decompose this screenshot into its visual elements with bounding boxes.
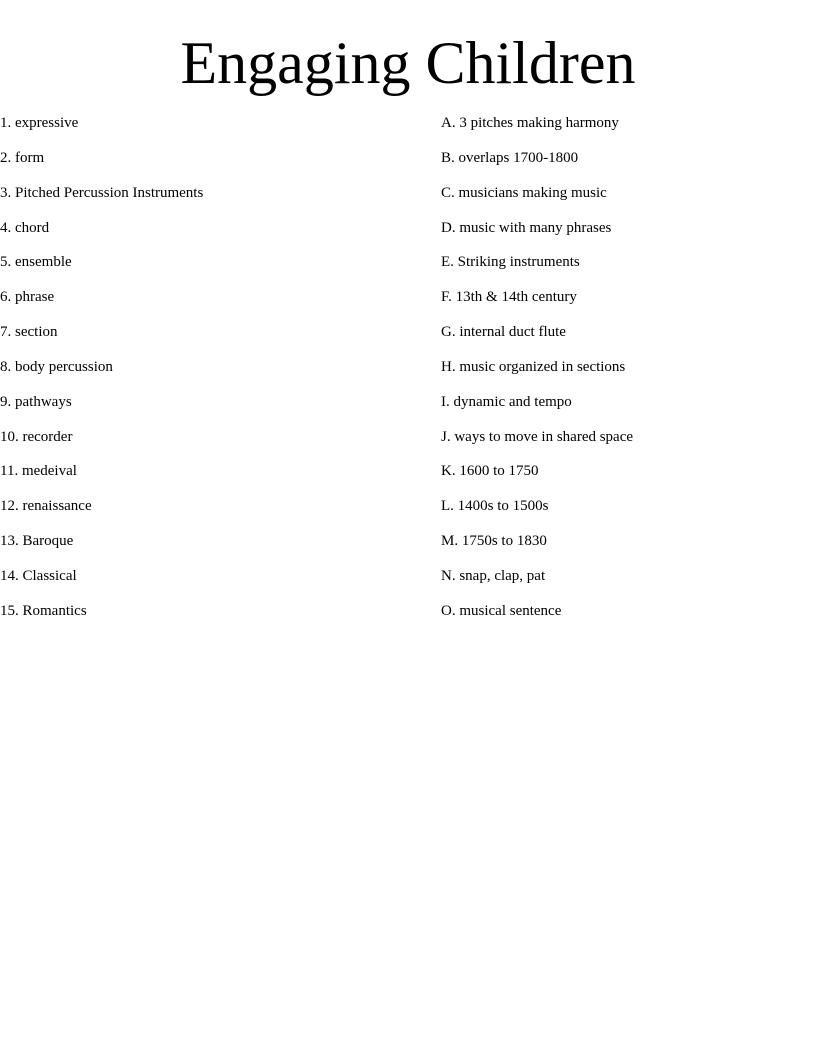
definition-item: J. ways to move in shared space: [441, 428, 634, 445]
term-item: 15. Romantics: [0, 602, 87, 619]
term-item: 11. medeival: [0, 463, 77, 480]
term-item: 2. form: [0, 149, 45, 166]
term-item: 12. renaissance: [0, 498, 92, 515]
term-item: 5. ensemble: [0, 254, 72, 271]
page-title: Engaging Children: [180, 30, 636, 96]
definition-item: H. music organized in sections: [441, 358, 626, 375]
definition-item: N. snap, clap, pat: [441, 567, 546, 584]
definition-item: I. dynamic and tempo: [441, 393, 572, 410]
definition-item: G. internal duct flute: [441, 324, 566, 341]
term-item: 9. pathways: [0, 393, 72, 410]
term-item: 10. recorder: [0, 428, 73, 445]
term-item: 1. expressive: [0, 115, 79, 131]
definition-item: D. music with many phrases: [441, 219, 612, 236]
terms-list: [0, 113, 420, 636]
term-item: 6. phrase: [0, 289, 55, 306]
definitions-list: [441, 113, 816, 636]
definition-item: O. musical sentence: [441, 602, 562, 619]
term-item: 7. section: [0, 324, 58, 341]
definition-item: A. 3 pitches making harmony: [441, 115, 619, 131]
definition-item: M. 1750s to 1830: [441, 533, 547, 550]
term-item: 8. body percussion: [0, 358, 113, 375]
term-item: 4. chord: [0, 219, 50, 236]
definition-item: E. Striking instruments: [441, 254, 580, 271]
definition-item: F. 13th & 14th century: [441, 289, 577, 306]
term-item: 14. Classical: [0, 567, 77, 584]
term-item: 13. Baroque: [0, 533, 74, 550]
definition-item: K. 1600 to 1750: [441, 463, 539, 480]
term-item: 3. Pitched Percussion Instruments: [0, 184, 204, 201]
definition-item: B. overlaps 1700-1800: [441, 149, 579, 166]
definition-item: L. 1400s to 1500s: [441, 498, 549, 515]
definition-item: C. musicians making music: [441, 184, 607, 201]
